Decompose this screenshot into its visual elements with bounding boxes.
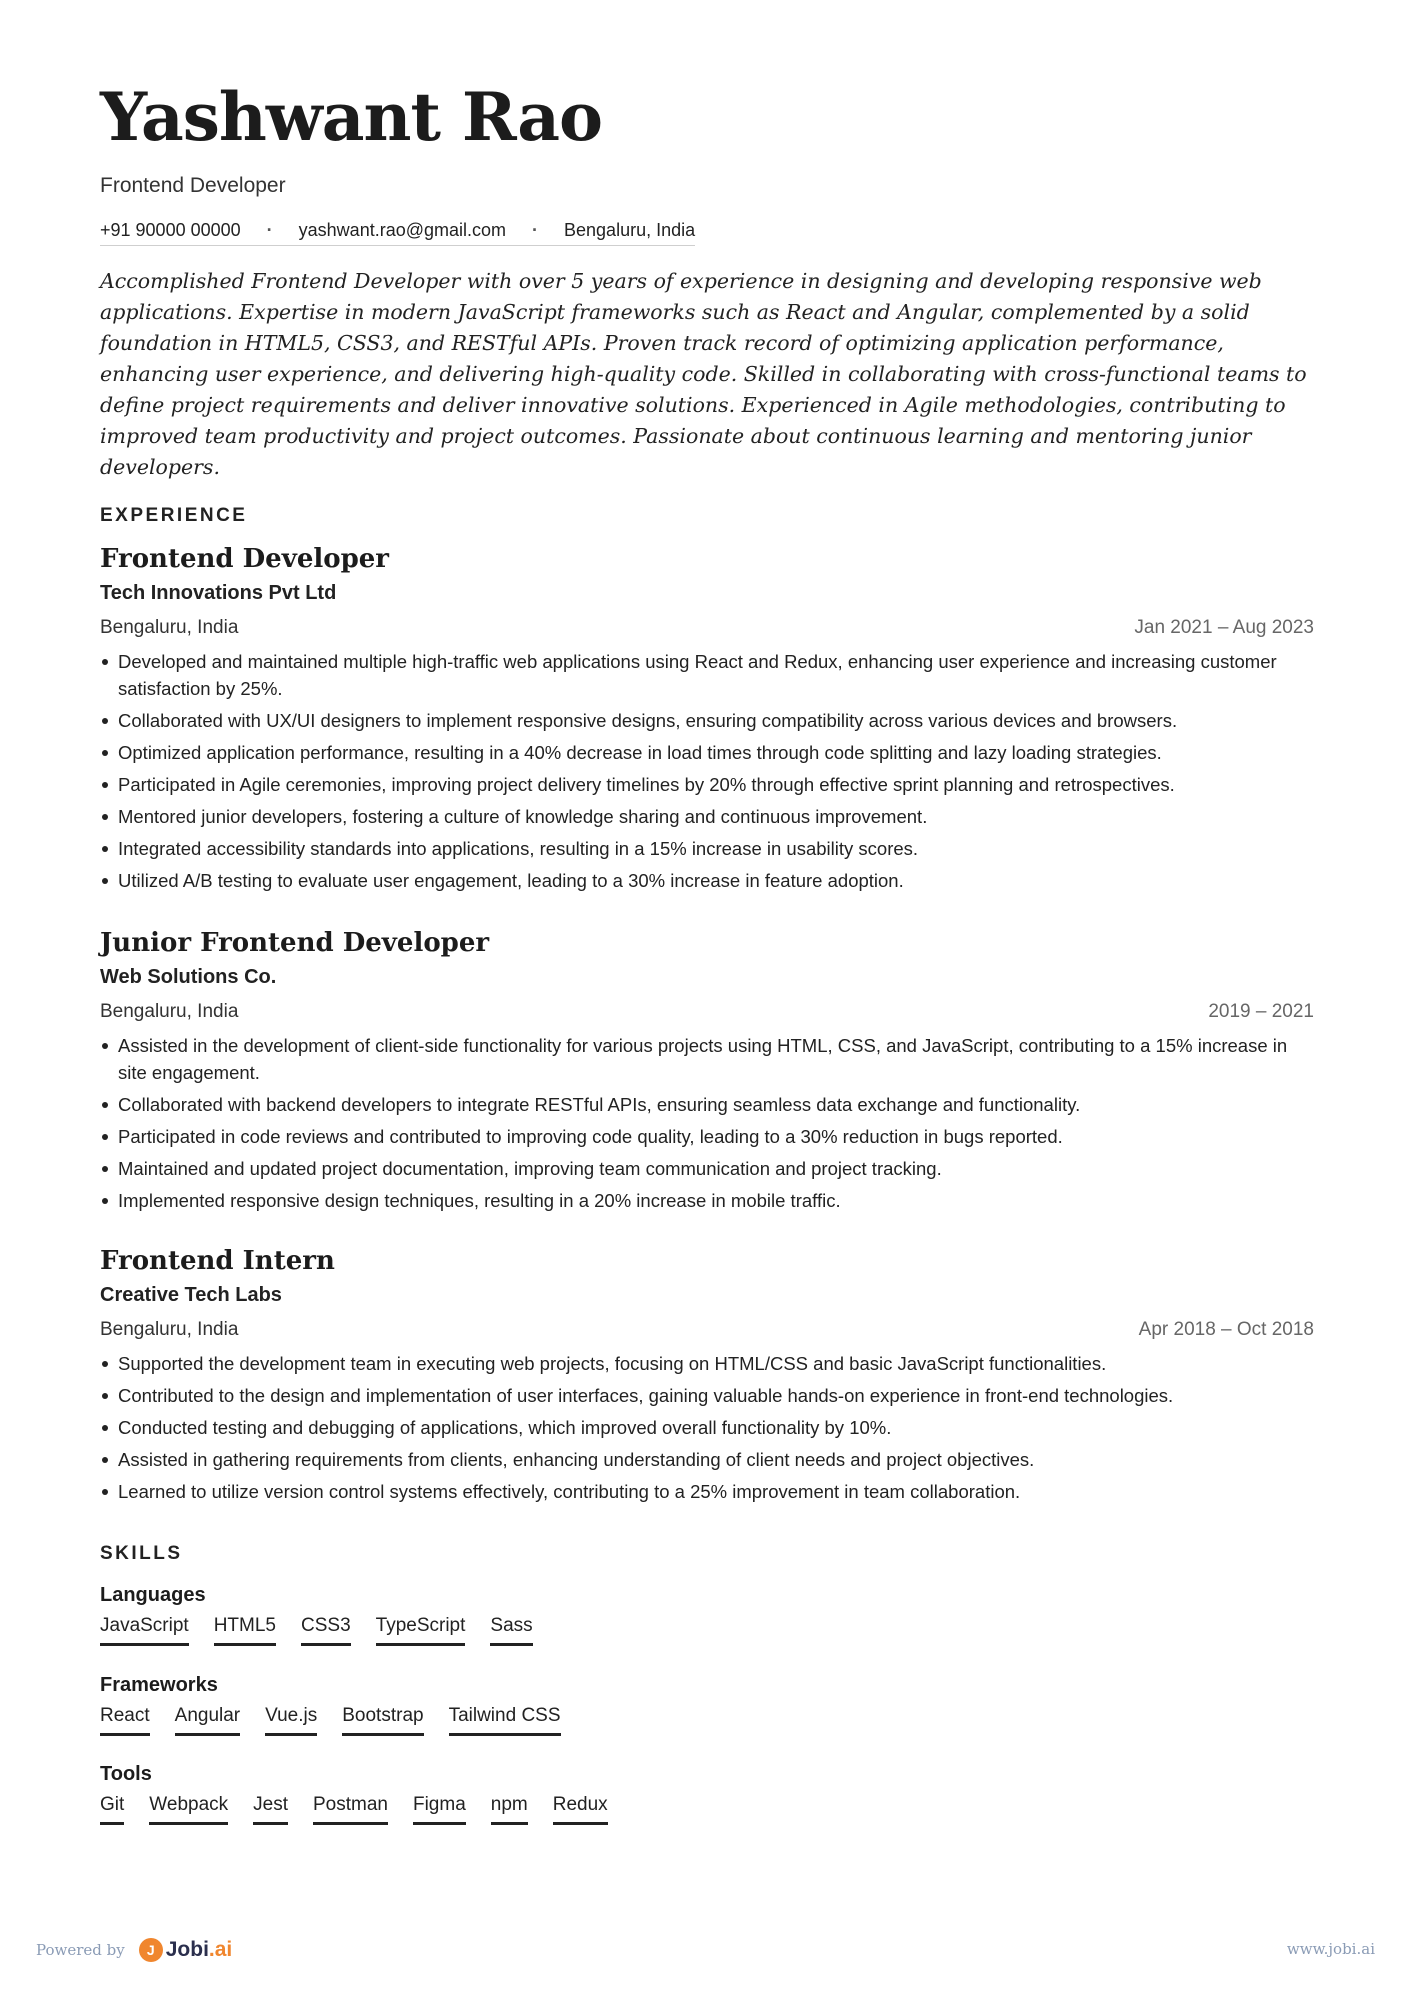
bullet-item: Collaborated with backend developers to integrate RESTful APIs, ensuring seamless data exchange and functionality. <box>100 1091 1314 1118</box>
skill-tag: CSS3 <box>301 1614 351 1646</box>
skill-tag: Git <box>100 1793 124 1825</box>
skill-tag: Sass <box>490 1614 532 1646</box>
powered-by-label: Powered by <box>36 1941 125 1959</box>
skill-group-tools <box>100 1761 633 1825</box>
skills-heading: SKILLS <box>100 1543 183 1564</box>
job-location: Bengaluru, India <box>100 617 239 638</box>
skill-tag: HTML5 <box>214 1614 276 1646</box>
skill-group-title: Frameworks <box>100 1674 218 1696</box>
skill-tag: Bootstrap <box>342 1704 423 1736</box>
jobi-logo-text <box>166 1938 233 1962</box>
bullet-item: Contributed to the design and implementation of user interfaces, gaining valuable hands-on experience in front-end technologies. <box>100 1382 1314 1409</box>
skill-tags <box>100 1704 586 1736</box>
job-entry <box>100 542 1314 899</box>
job-meta-row <box>100 1318 1314 1342</box>
bullet-item: Integrated accessibility standards into applications, resulting in a 15% increase in usability scores. <box>100 835 1314 862</box>
contact-row <box>100 220 695 246</box>
job-entry <box>100 1244 1314 1510</box>
contact-separator: · <box>266 220 273 240</box>
skill-group-frameworks <box>100 1672 586 1736</box>
skill-tag: JavaScript <box>100 1614 189 1646</box>
bullet-item: Participated in Agile ceremonies, improving project delivery timelines by 20% through effective sprint planning and retrospectives. <box>100 771 1314 798</box>
bullet-item: Supported the development team in executing web projects, focusing on HTML/CSS and basic JavaScript functionalities. <box>100 1350 1314 1377</box>
bullet-item: Implemented responsive design techniques, resulting in a 20% increase in mobile traffic. <box>100 1187 1314 1214</box>
website-link[interactable]: www.jobi.ai <box>1286 1940 1375 1958</box>
skill-tag: Jest <box>253 1793 288 1825</box>
job-dates: Apr 2018 – Oct 2018 <box>1138 1319 1314 1340</box>
skill-tags <box>100 1614 558 1646</box>
bullet-item: Utilized A/B testing to evaluate user engagement, leading to a 30% increase in feature adoption. <box>100 867 1314 894</box>
job-dates: Jan 2021 – Aug 2023 <box>1134 617 1314 638</box>
skill-tag: Redux <box>553 1793 608 1825</box>
bullet-item: Developed and maintained multiple high-traffic web applications using React and Redux, enhancing user experience and increasing customer satisfaction by 25%. <box>100 648 1314 702</box>
job-location: Bengaluru, India <box>100 1319 239 1340</box>
job-bullets <box>100 1032 1314 1214</box>
bullet-item: Participated in code reviews and contributed to improving code quality, leading to a 30% reduction in bugs reported. <box>100 1123 1314 1150</box>
skill-tag: Angular <box>175 1704 241 1736</box>
contact-separator: · <box>532 220 539 240</box>
skill-group-title: Tools <box>100 1763 152 1785</box>
skill-group-languages <box>100 1582 558 1646</box>
bullet-item: Assisted in the development of client-side functionality for various projects using HTML, CSS, and JavaScript, contributing to a 15% increase in site engagement. <box>100 1032 1314 1086</box>
bullet-item: Maintained and updated project documentation, improving team communication and project tracking. <box>100 1155 1314 1182</box>
skill-tag: Figma <box>413 1793 466 1825</box>
job-bullets <box>100 648 1314 894</box>
powered-by-footer[interactable] <box>36 1938 232 1962</box>
bullet-item: Conducted testing and debugging of applications, which improved overall functionality by 10%. <box>100 1414 1314 1441</box>
job-bullets <box>100 1350 1314 1505</box>
logo-main: Jobi <box>165 1938 209 1961</box>
bullet-item: Learned to utilize version control systems effectively, contributing to a 25% improvement in team collaboration. <box>100 1478 1314 1505</box>
professional-summary: Accomplished Frontend Developer with over 5 years of experience in designing and developing responsive web applications. Expertise in modern JavaScript frameworks such as React and Angular, complemented by a solid foundation in HTML5, CSS3, and RESTful APIs. Proven track record of optimizing application performance, enhancing user experience, and delivering high-quality code. Skilled in collaborating with cross-functional teams to define project requirements and deliver innovative solutions. Experienced in Agile methodologies, contributing to improved team productivity and project outcomes. Passionate about continuous learning and mentoring junior developers. <box>100 269 1307 479</box>
job-company: Web Solutions Co. <box>100 966 277 988</box>
skill-tags <box>100 1793 633 1825</box>
skill-tag: Vue.js <box>265 1704 317 1736</box>
job-location: Bengaluru, India <box>100 1001 239 1022</box>
skill-tag: TypeScript <box>376 1614 466 1646</box>
skill-tag: Postman <box>313 1793 388 1825</box>
job-company: Tech Innovations Pvt Ltd <box>100 582 337 604</box>
bullet-item: Assisted in gathering requirements from clients, enhancing understanding of client needs and project objectives. <box>100 1446 1314 1473</box>
job-meta-row <box>100 616 1314 640</box>
skill-tag: Webpack <box>149 1793 228 1825</box>
job-title: Frontend Developer <box>100 544 390 574</box>
bullet-item: Collaborated with UX/UI designers to implement responsive designs, ensuring compatibility across various devices and browsers. <box>100 707 1314 734</box>
contact-phone[interactable]: +91 90000 00000 <box>100 220 241 240</box>
logo-suffix: .ai <box>208 1938 233 1961</box>
bullet-item: Mentored junior developers, fostering a culture of knowledge sharing and continuous improvement. <box>100 803 1314 830</box>
job-entry <box>100 926 1314 1219</box>
experience-heading: EXPERIENCE <box>100 505 248 526</box>
job-meta-row <box>100 1000 1314 1024</box>
job-company: Creative Tech Labs <box>100 1284 282 1306</box>
candidate-role: Frontend Developer <box>100 174 286 197</box>
contact-location: Bengaluru, India <box>564 220 696 240</box>
job-title: Frontend Intern <box>100 1246 335 1276</box>
jobi-logo-icon: J <box>139 1938 163 1962</box>
skill-group-title: Languages <box>100 1584 206 1606</box>
skill-tag: npm <box>491 1793 528 1825</box>
contact-email[interactable]: yashwant.rao@gmail.com <box>298 220 507 240</box>
job-dates: 2019 – 2021 <box>1208 1001 1314 1022</box>
bullet-item: Optimized application performance, resulting in a 40% decrease in load times through code splitting and lazy loading strategies. <box>100 739 1314 766</box>
candidate-name: Yashwant Rao <box>100 78 603 156</box>
skill-tag: React <box>100 1704 150 1736</box>
job-title: Junior Frontend Developer <box>100 928 490 958</box>
skill-tag: Tailwind CSS <box>449 1704 561 1736</box>
